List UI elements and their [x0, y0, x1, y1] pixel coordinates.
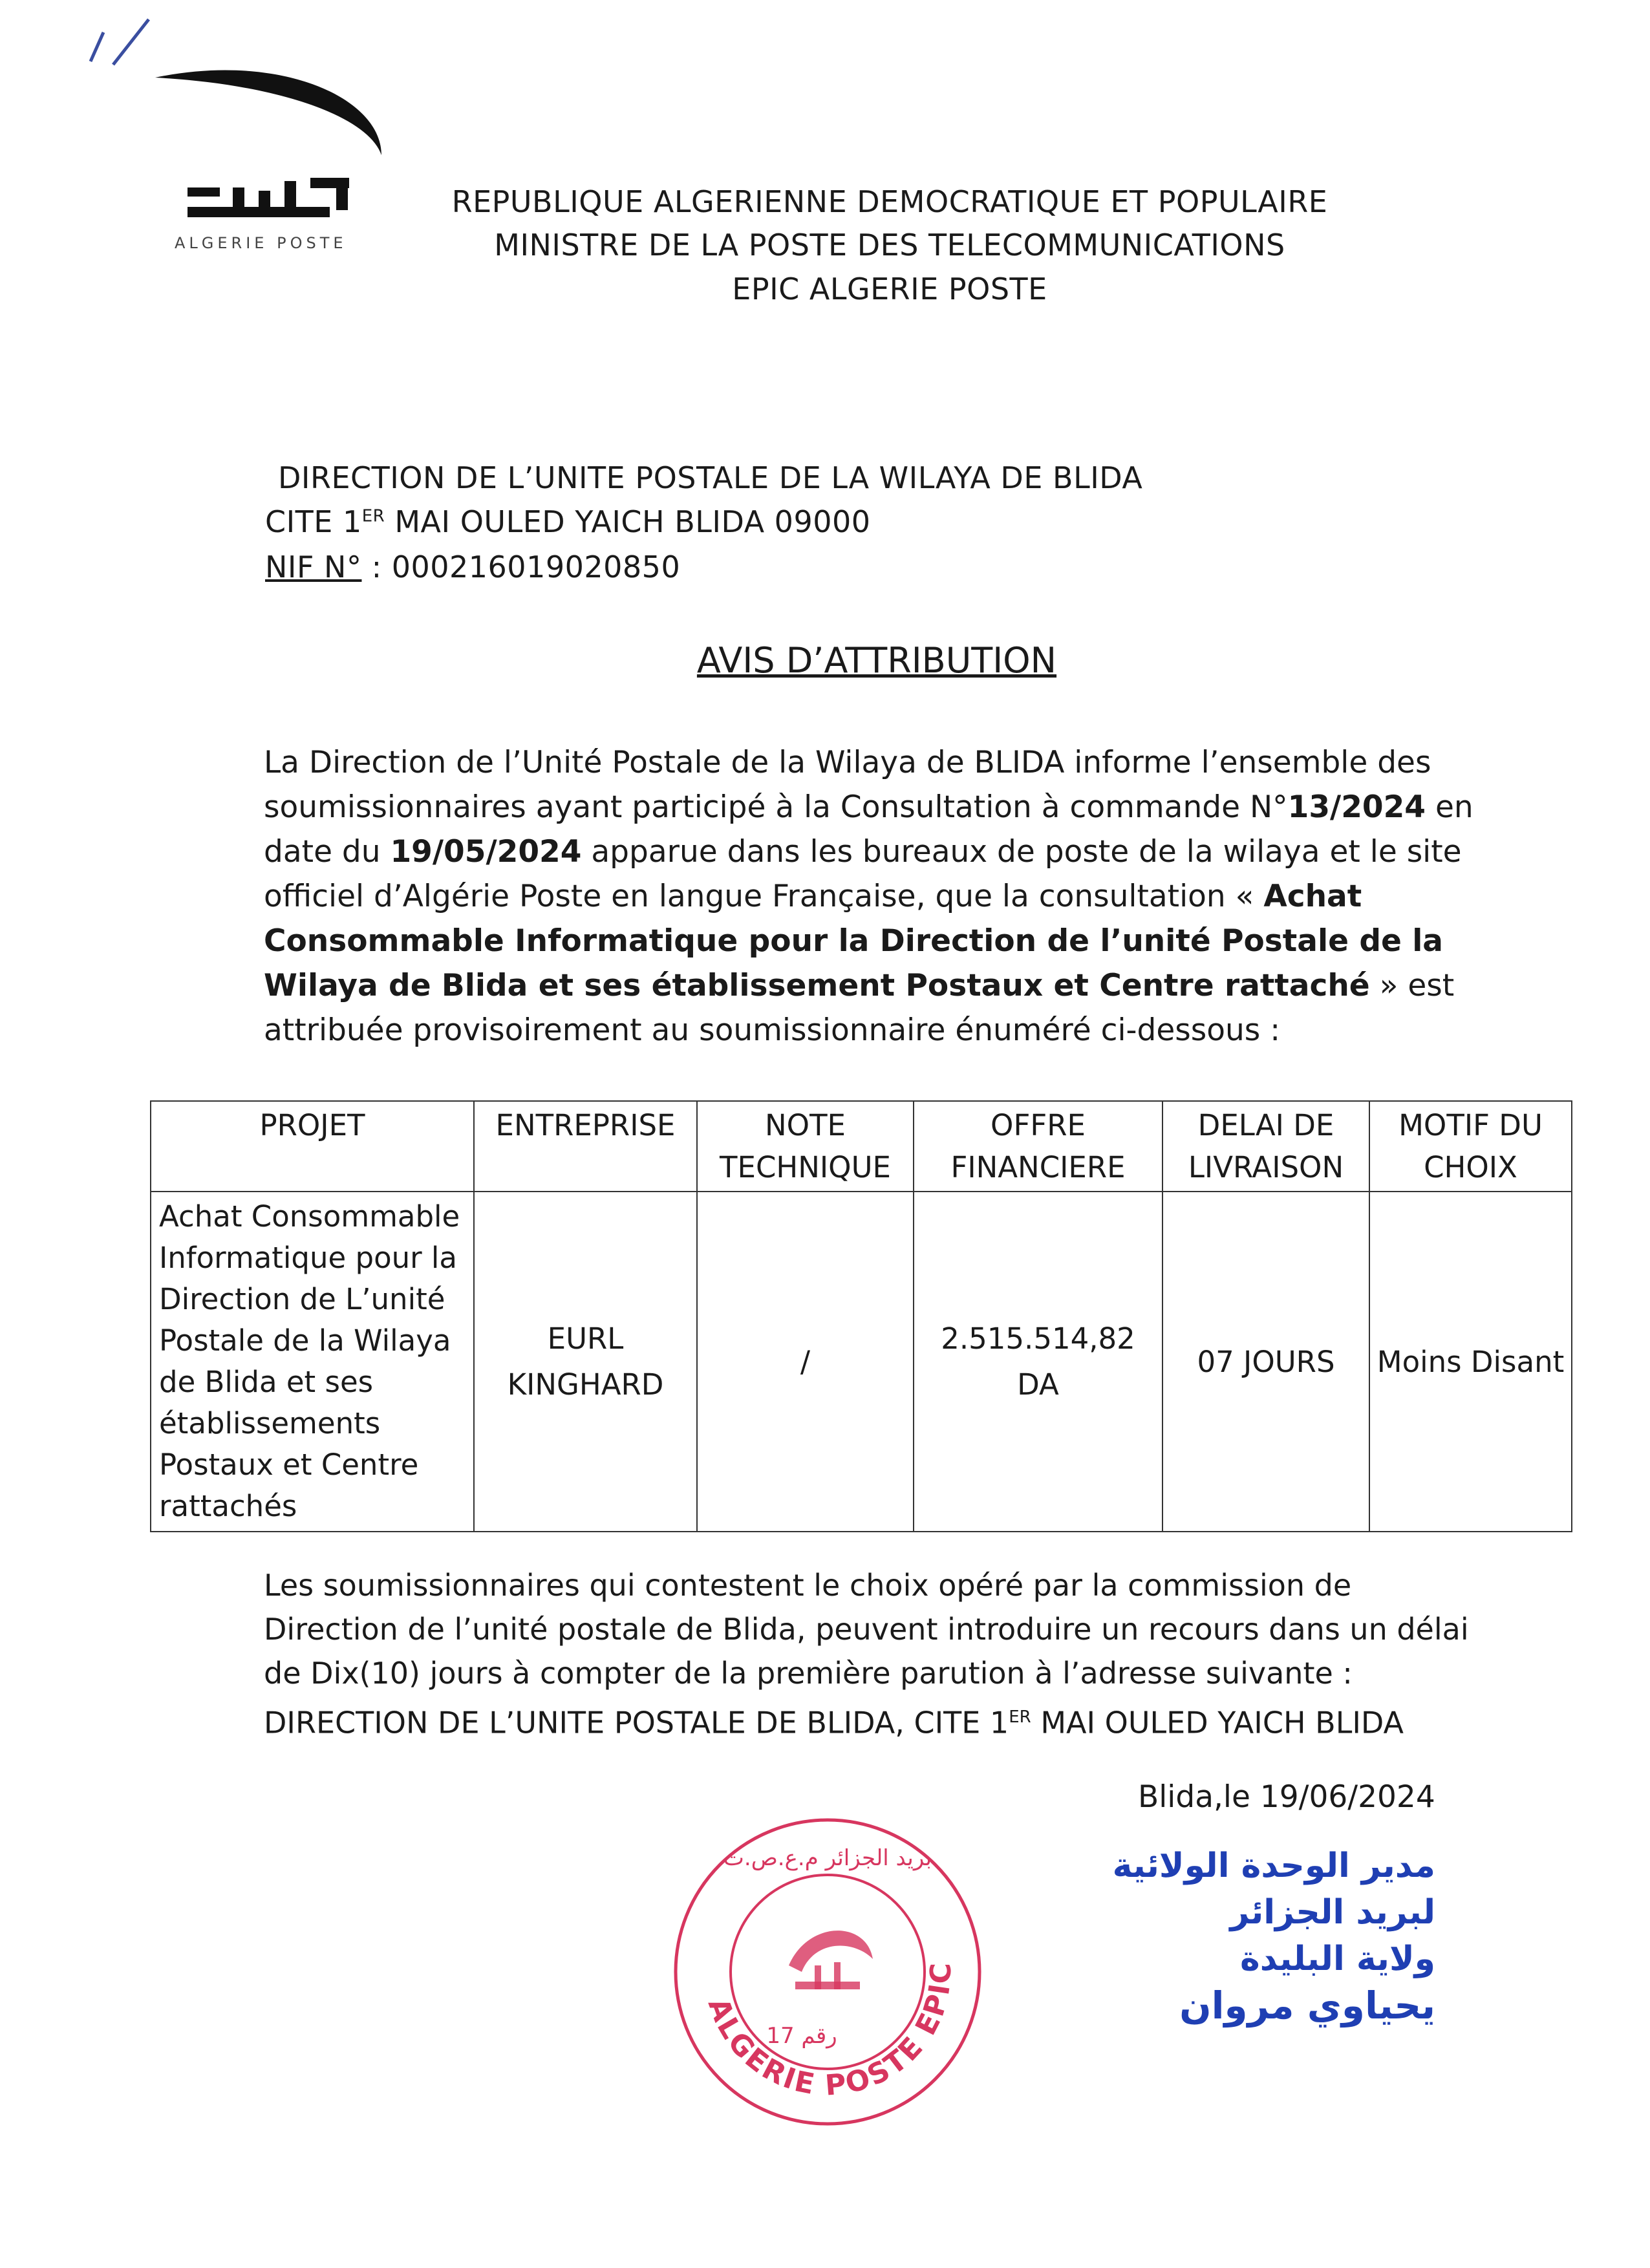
- table-row: [151, 1192, 1572, 1532]
- nif-line: [265, 550, 680, 584]
- table-header-row: [151, 1101, 1572, 1192]
- recours-address: DIRECTION DE L’UNITE POSTALE DE BLIDA, CITE 1ER MAI OULED YAICH BLIDA: [264, 1705, 1404, 1740]
- cell-note: /: [697, 1192, 914, 1532]
- header-motif-choix: MOTIF DU CHOIX: [1369, 1101, 1572, 1192]
- recours-paragraph: Les soumissionnaires qui contestent le choix opéré par la commission de Direction de l’unité postale de Blida, peuvent introduire un recours dans un délai de Dix(10) jours à compter de la première parution à l’adresse suivante : DIRECTION DE L’UNITE POSTALE DE BLIDA, CITE 1ER MAI OULED YAICH BLIDA: [264, 1563, 1479, 1744]
- signature-line-1: مدير الوحدة الولائية: [1112, 1846, 1435, 1885]
- signature-line-4: يحياوي مروان: [1179, 1984, 1435, 2027]
- svg-text:رقم 17: رقم 17: [766, 2023, 837, 2049]
- header-line-3: EPIC ALGERIE POSTE: [732, 272, 1047, 306]
- direction-line: DIRECTION DE L’UNITE POSTALE DE LA WILAYA DE BLIDA: [278, 460, 1143, 495]
- signature-line-2: لبريد الجزائر: [1230, 1893, 1435, 1932]
- header-note-technique: NOTE TECHNIQUE: [697, 1101, 914, 1192]
- header-line-1: REPUBLIQUE ALGERIENNE DEMOCRATIQUE ET POPULAIRE: [451, 184, 1328, 219]
- logo-wordmark: ALGERIE POSTE: [175, 234, 347, 252]
- cell-entreprise: EURL KINGHARD: [474, 1192, 697, 1532]
- cell-motif: Moins Disant: [1369, 1192, 1572, 1532]
- header-line-2: MINISTRE DE LA POSTE DES TELECOMMUNICATIONS: [494, 228, 1285, 262]
- date-line: Blida,le 19/06/2024: [1138, 1779, 1435, 1815]
- intro-paragraph: La Direction de l’Unité Postale de la Wilaya de BLIDA informe l’ensemble des soumissionnaires ayant participé à la Consultation à commande N°13/2024 en date du 19/05/2024 apparue dans les bureaux de poste de la wilaya et le site officiel d’Algérie Poste en langue Française, que la consultation « Achat Consommable Informatique pour la Direction de l’unité Postale de la Wilaya de Blida et ses établissement Postaux et Centre rattaché » est attribuée provisoirement au soumissionnaire énuméré ci-dessous :: [264, 745, 1473, 1048]
- cell-delai: 07 JOURS: [1162, 1192, 1369, 1532]
- header-entreprise: ENTREPRISE: [474, 1101, 697, 1192]
- signature-block: [983, 1843, 1435, 2049]
- attribution-table: [150, 1100, 1572, 1532]
- nif-label: NIF N°: [265, 550, 362, 584]
- cell-projet: Achat Consommable Informatique pour la Direction de L’unité Postale de la Wilaya de Blida et ses établissements Postaux et Centre rattachés: [151, 1192, 474, 1532]
- signature-line-3: ولاية البليدة: [1240, 1940, 1435, 1978]
- page-title: AVIS D’ATTRIBUTION: [696, 640, 1057, 681]
- header-offre-financiere: OFFRE FINANCIERE: [914, 1101, 1162, 1192]
- stamp-seal-icon: [666, 1810, 989, 2134]
- header-projet: PROJET: [151, 1101, 474, 1192]
- svg-text:ALGERIE POSTE EPIC: ALGERIE POSTE EPIC: [701, 1961, 958, 2102]
- svg-text:بريد الجزائر م.ع.ص.ت: بريد الجزائر م.ع.ص.ت: [723, 1845, 932, 1871]
- cite-line: CITE 1ER MAI OULED YAICH BLIDA 09000: [265, 504, 871, 539]
- header-delai-livraison: DELAI DE LIVRAISON: [1162, 1101, 1369, 1192]
- cell-offre: 2.515.514,82 DA: [914, 1192, 1162, 1532]
- official-stamp: [666, 1810, 989, 2134]
- nif-value: : 000216019020850: [361, 550, 681, 584]
